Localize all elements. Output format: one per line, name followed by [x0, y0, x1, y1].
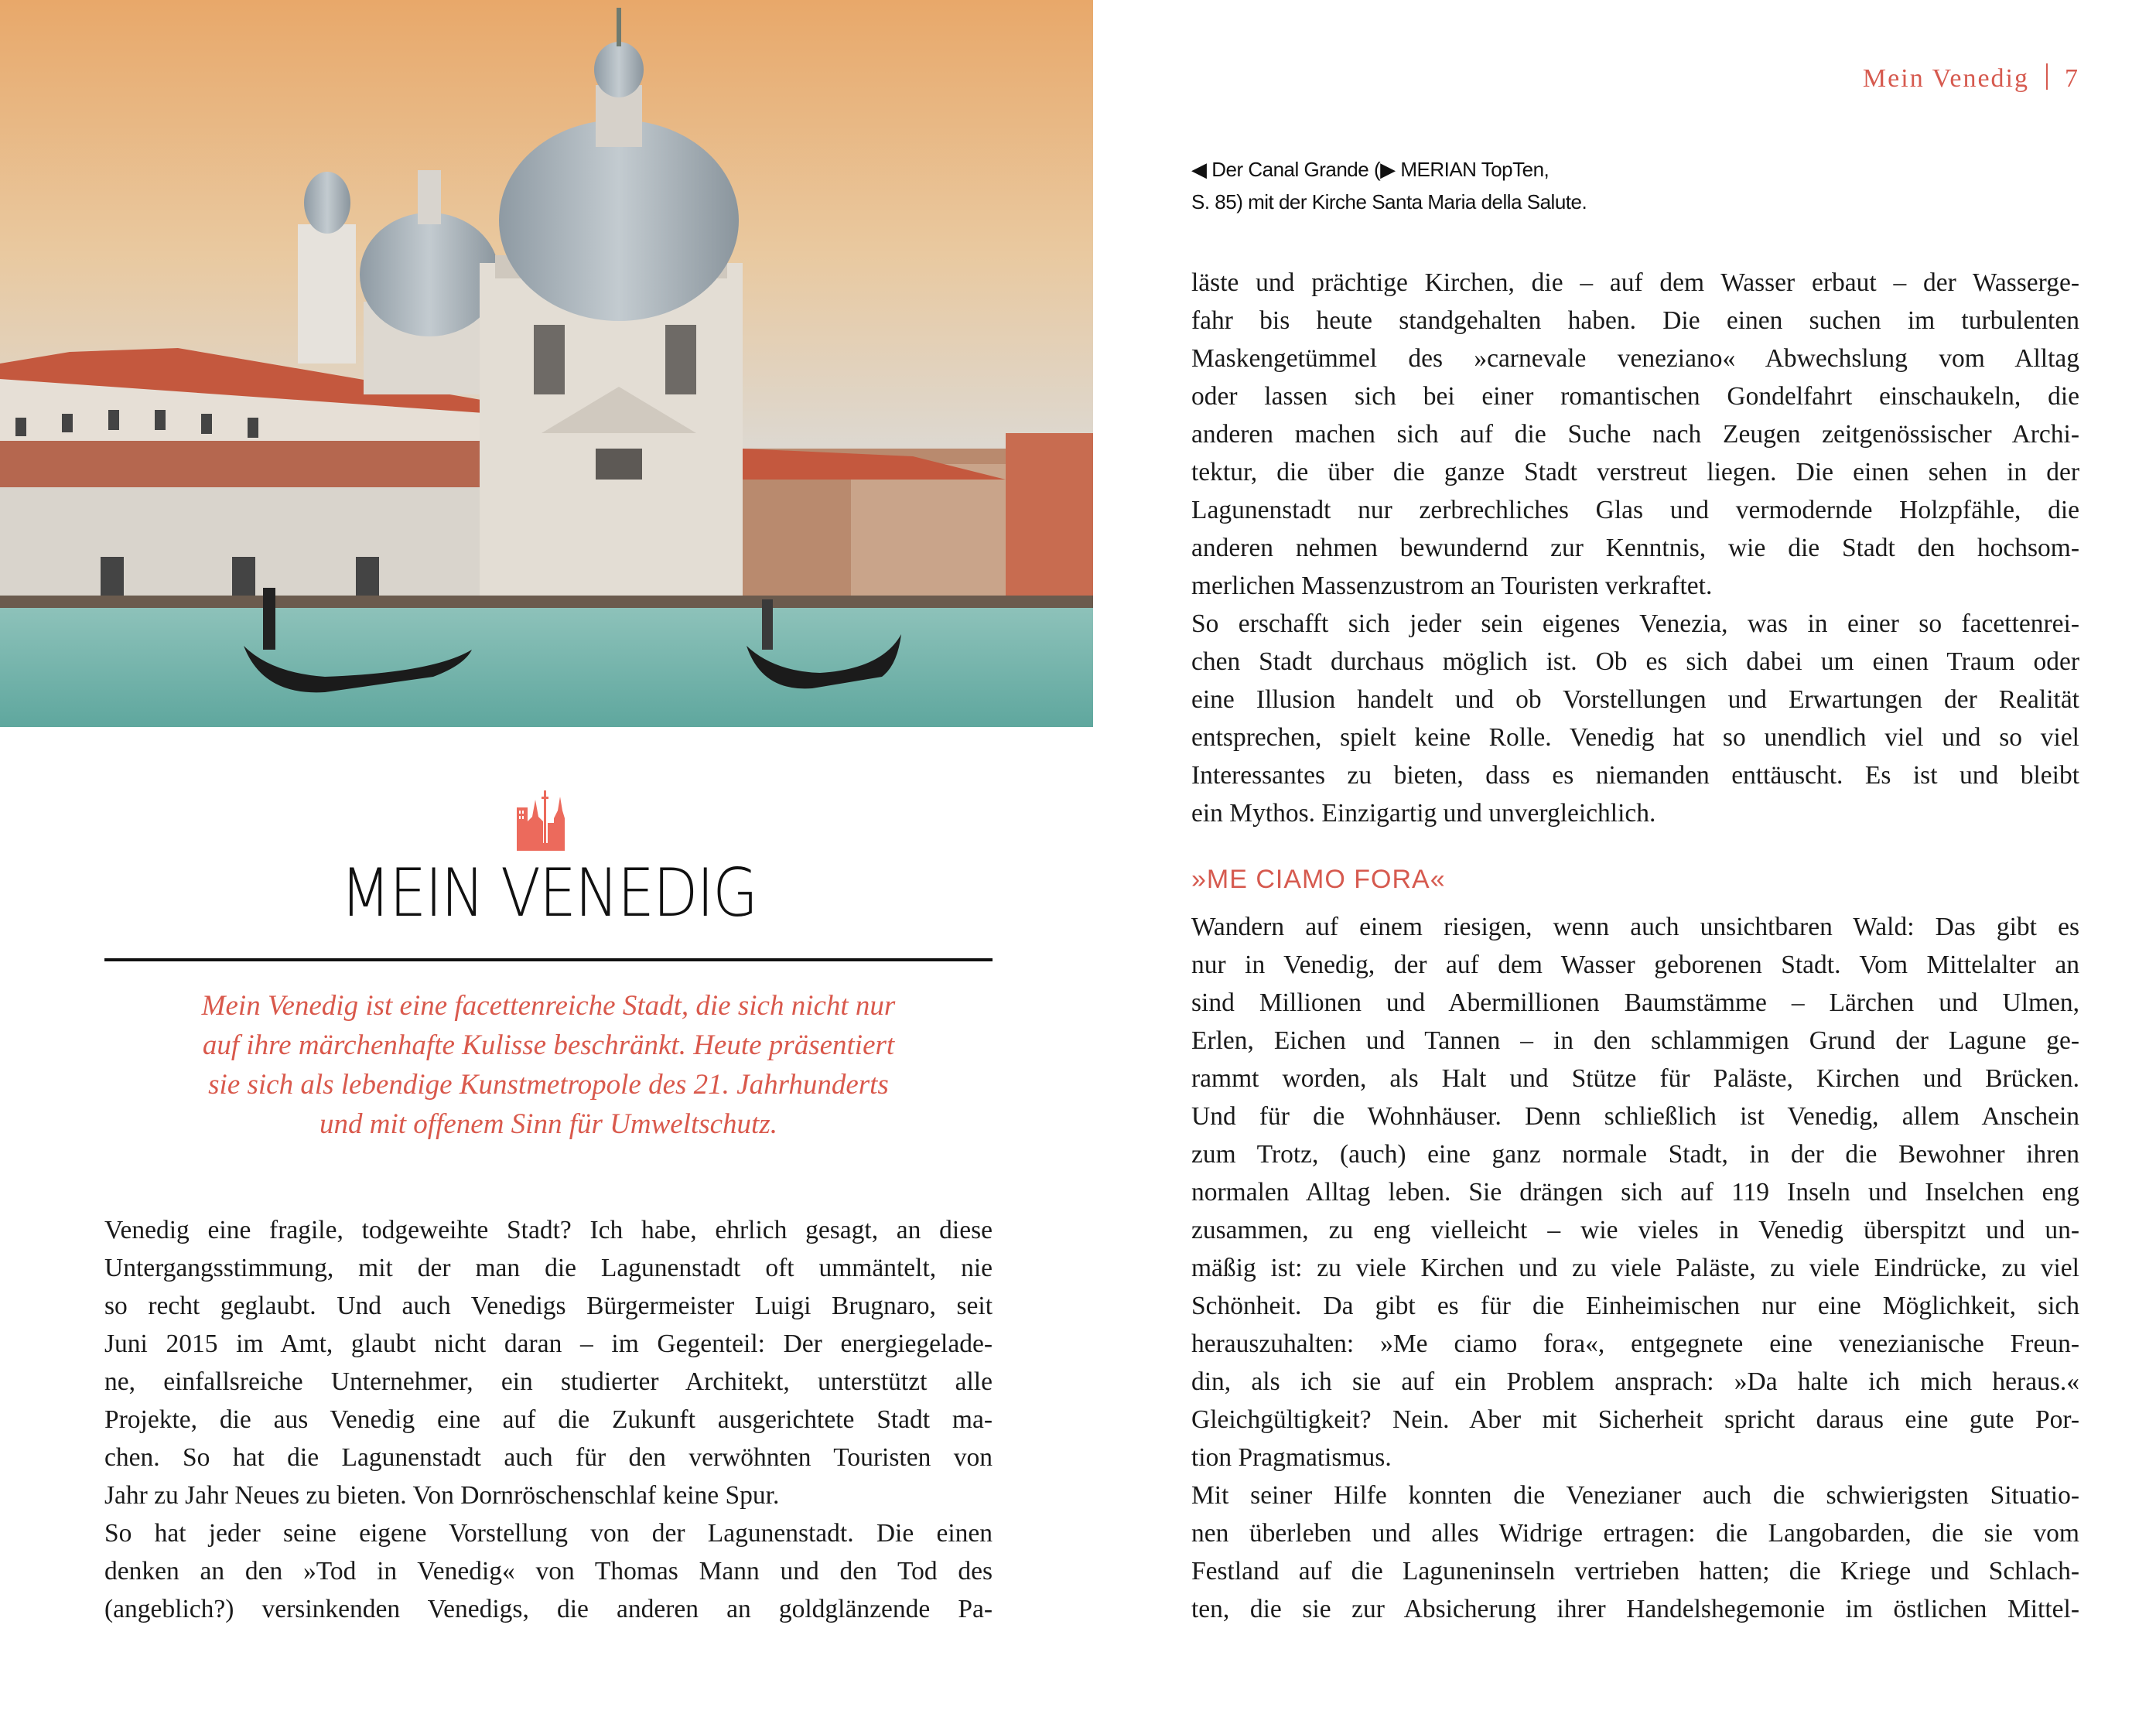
chapter-title: MEIN VENEDIG	[340, 855, 757, 932]
photo-caption	[1191, 153, 1587, 218]
text-line: zum Trotz, (auch) eine ganz normale Stadt, in der die Bewohner ihren	[1191, 1140, 2079, 1169]
right-body-text-2	[1191, 908, 2079, 1628]
text-line: merlichen Massenzustrom an Touristen verkraftet.	[1191, 572, 1713, 600]
right-body-text-1	[1191, 264, 2079, 832]
page-number: 7	[2065, 64, 2079, 93]
text-line: Schönheit. Da gibt es für die Einheimischen nur eine Möglichkeit, sich	[1191, 1292, 2079, 1320]
running-head-divider	[2046, 63, 2048, 90]
lead-line: und mit offenem Sinn für Umweltschutz.	[319, 1108, 777, 1140]
caption-line: ◀ Der Canal Grande (▶ MERIAN TopTen,	[1191, 158, 1550, 181]
running-head-section: Mein Venedig	[1862, 64, 2029, 93]
city-skyline-icon	[517, 789, 579, 851]
text-line: din, als ich sie auf ein Problem ansprach: »Da halte ich mich heraus.«	[1191, 1367, 2079, 1396]
caption-line: S. 85) mit der Kirche Santa Maria della Salute.	[1191, 190, 1587, 213]
text-line: nen überleben und alles Widrige ertragen: die Langobarden, die sie vom	[1191, 1519, 2079, 1548]
title-rule	[104, 958, 993, 961]
text-line: ne, einfallsreiche Unternehmer, ein studierter Architekt, unterstützt alle	[104, 1367, 993, 1396]
text-line: Mit seiner Hilfe konnten die Venezianer auch die schwierigsten Situatio-	[1191, 1481, 2079, 1510]
text-line: anderen machen sich auf die Suche nach Zeugen zeitgenössischer Archi-	[1191, 420, 2079, 449]
lead-line: auf ihre märchenhafte Kulisse beschränkt. Heute präsentiert	[202, 1029, 895, 1061]
venice-photo	[0, 0, 1093, 727]
text-line: Maskengetümmel des »carnevale veneziano« Abwechslung vom Alltag	[1191, 344, 2079, 373]
text-line: Jahr zu Jahr Neues zu bieten. Von Dornröschenschlaf keine Spur.	[104, 1481, 780, 1510]
text-line: Untergangsstimmung, mit der man die Lagunenstadt oft ummäntelt, nie	[104, 1254, 993, 1282]
lead-line: sie sich als lebendige Kunstmetropole des 21. Jahrhunderts	[208, 1069, 889, 1101]
text-line: zusammen, zu eng vielleicht – wie vieles in Venedig überspitzt und un-	[1191, 1216, 2079, 1244]
left-body-text	[104, 1211, 993, 1628]
text-line: Projekte, die aus Venedig eine auf die Zukunft ausgerichtete Stadt ma-	[104, 1405, 993, 1434]
text-line: rammt worden, als Halt und Stütze für Paläste, Kirchen und Brücken.	[1191, 1064, 2079, 1093]
text-line: chen. So hat die Lagunenstadt auch für den verwöhnten Touristen von	[104, 1443, 993, 1472]
text-line: eine Illusion handelt und ob Vorstellungen und Erwartungen der Realität	[1191, 685, 2079, 714]
text-line: Interessantes zu bieten, dass es niemanden enttäuscht. Es ist und bleibt	[1191, 761, 2079, 790]
text-line: So hat jeder seine eigene Vorstellung von der Lagunenstadt. Die einen	[104, 1519, 993, 1548]
text-line: (angeblich?) versinkenden Venedigs, die anderen an goldglänzende Pa-	[104, 1595, 993, 1623]
text-line: So erschafft sich jeder sein eigenes Venezia, was in einer so facettenrei-	[1191, 609, 2079, 638]
text-line: ein Mythos. Einzigartig und unvergleichlich.	[1191, 799, 1656, 828]
text-line: Wandern auf einem riesigen, wenn auch unsichtbaren Wald: Das gibt es	[1191, 913, 2079, 941]
text-line: tion Pragmatismus.	[1191, 1443, 1392, 1472]
text-line: sind Millionen und Abermillionen Baumstämme – Lärchen und Ulmen,	[1191, 988, 2079, 1017]
text-line: tektur, die über die ganze Stadt verstreut liegen. Die einen sehen in der	[1191, 458, 2079, 486]
text-line: nur in Venedig, der auf dem Wasser geborenen Stadt. Vom Mittelalter an	[1191, 951, 2079, 979]
text-line: oder lassen sich bei einer romantischen Gondelfahrt einschaukeln, die	[1191, 382, 2079, 411]
text-line: herauszuhalten: »Me ciamo fora«, entgegnete eine venezianische Freun-	[1191, 1330, 2079, 1358]
text-line: fahr bis heute standgehalten haben. Die einen suchen im turbulenten	[1191, 306, 2079, 335]
text-line: Festland auf die Laguneninseln vertrieben hatten; die Kriege und Schlach-	[1191, 1557, 2079, 1586]
text-line: Erlen, Eichen und Tannen – in den schlammigen Grund der Lagune ge-	[1191, 1026, 2079, 1055]
text-line: denken an den »Tod in Venedig« von Thomas Mann und den Tod des	[104, 1557, 993, 1586]
chapter-lead	[104, 986, 993, 1144]
text-line: so recht geglaubt. Und auch Venedigs Bürgermeister Luigi Brugnaro, seit	[104, 1292, 993, 1320]
lead-line: Mein Venedig ist eine facettenreiche Stadt, die sich nicht nur	[201, 990, 896, 1022]
text-line: Und für die Wohnhäuser. Denn schließlich ist Venedig, allem Anschein	[1191, 1102, 2079, 1131]
text-line: entsprechen, spielt keine Rolle. Venedig hat so unendlich viel und so viel	[1191, 723, 2079, 752]
text-line: normalen Alltag leben. Sie drängen sich auf 119 Inseln und Inselchen eng	[1191, 1178, 2079, 1207]
section-subhead: »ME CIAMO FORA«	[1191, 865, 1446, 894]
text-line: chen Stadt durchaus möglich ist. Ob es sich dabei um einen Traum oder	[1191, 647, 2079, 676]
text-line: Lagunenstadt nur zerbrechliches Glas und vermodernde Holzpfähle, die	[1191, 496, 2079, 524]
text-line: mäßig ist: zu viele Kirchen und zu viele Paläste, zu viele Eindrücke, zu viel	[1191, 1254, 2079, 1282]
running-head	[1863, 63, 2079, 94]
text-line: Gleichgültigkeit? Nein. Aber mit Sicherheit spricht daraus eine gute Por-	[1191, 1405, 2079, 1434]
text-line: Venedig eine fragile, todgeweihte Stadt? Ich habe, ehrlich gesagt, an diese	[104, 1216, 993, 1244]
text-line: ten, die sie zur Absicherung ihrer Handelshegemonie im östlichen Mittel-	[1191, 1595, 2079, 1623]
text-line: Juni 2015 im Amt, glaubt nicht daran – im Gegenteil: Der energiegelade-	[104, 1330, 993, 1358]
text-line: läste und prächtige Kirchen, die – auf dem Wasser erbaut – der Wasserge-	[1191, 268, 2079, 297]
text-line: anderen nehmen bewundernd zur Kenntnis, wie die Stadt den hochsom-	[1191, 534, 2079, 562]
